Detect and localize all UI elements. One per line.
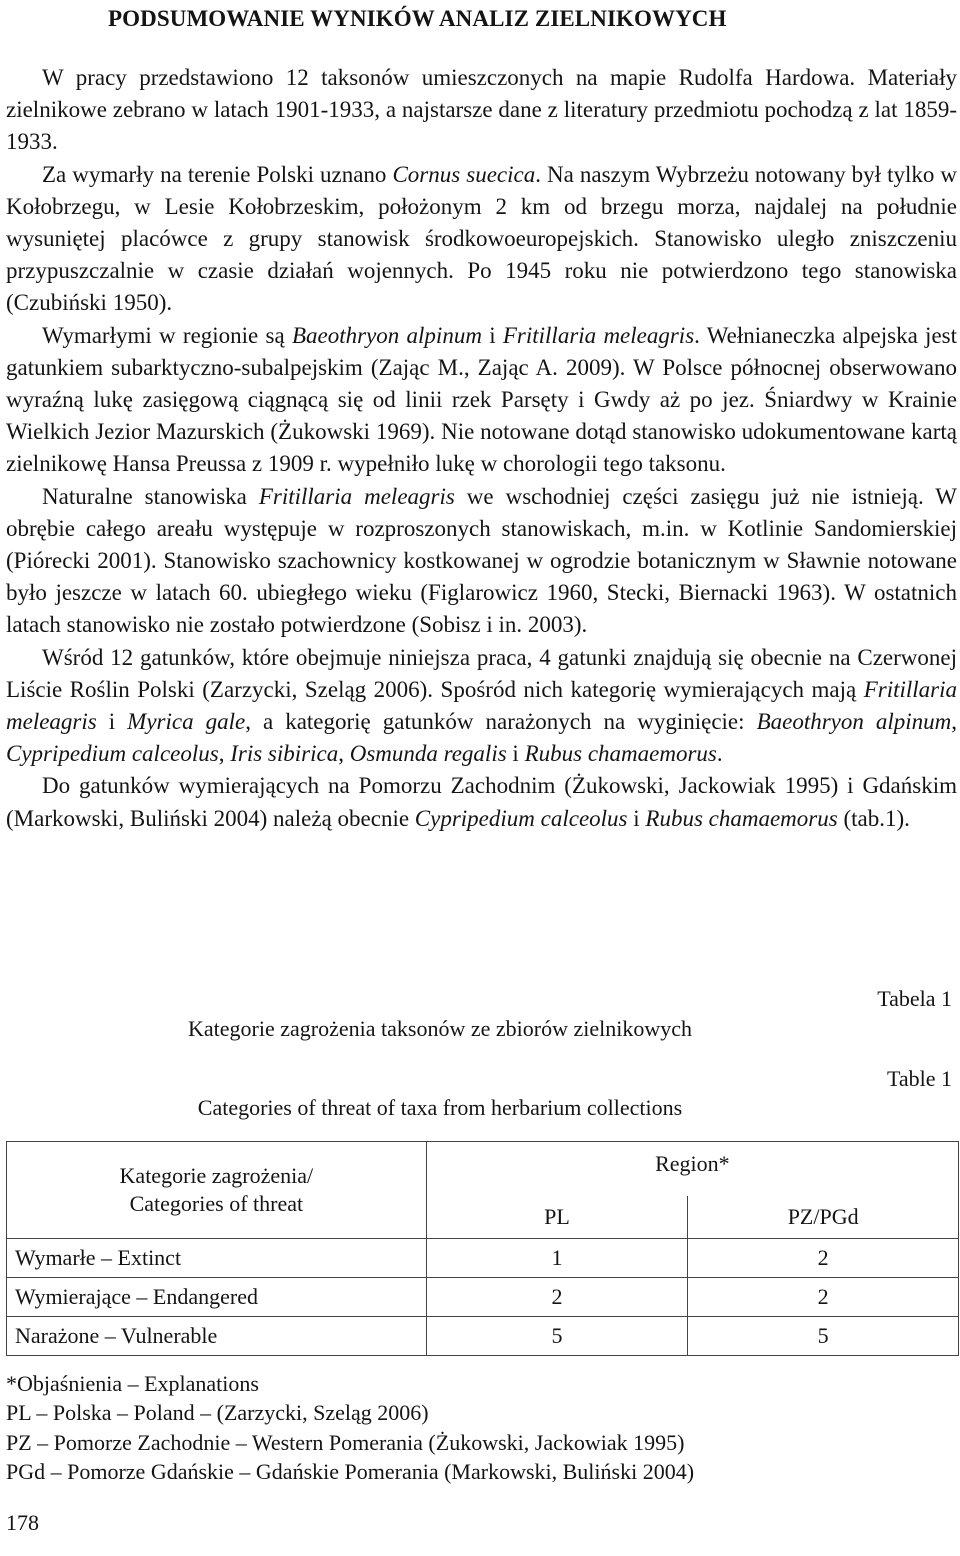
text-run: . [716, 741, 723, 767]
row-pl-value: 2 [426, 1278, 688, 1317]
header-pz-pgd: PZ/PGd [688, 1196, 959, 1239]
species-name: Rubus chamaemorus [524, 741, 717, 767]
text-run: Do gatunków wymierających na Pomorzu Zachodnim (Żukowski, Jackowiak 1995) i Gdańskim (Markowski, Buliński 2004) należą obecnie [6, 773, 957, 831]
table-title-pl: Kategorie zagrożenia taksonów ze zbiorów zielnikowych [188, 1016, 692, 1041]
row-category: Wymierające – Endangered [7, 1278, 427, 1317]
note-line: PZ – Pomorze Zachodnie – Western Pomerania (Żukowski, Jackowiak 1995) [6, 1429, 685, 1455]
text-run: i [96, 709, 128, 735]
text-run: we wschodniej części zasięgu już nie istnieją. W obrębie całego areału występuje w rozproszonych stanowiskach, m.in. w Kotlinie Sandomierskiej (Piórecki 2001). Stanowisko szachownicy kostkowanej w ogrodzie botanicznym w Sławnie notowane było jeszcze w latach 60. ubiegłego wieku (Figlarowicz 1960, Stecki, Biernacki 1963). W ostatnich latach stanowisko nie zostało potwierdzone (Sobisz i in. 2003). [6, 483, 958, 638]
species-name: Osmunda regalis [349, 741, 507, 767]
species-name: Fritillaria meleagris [6, 676, 957, 735]
paragraph-6 [6, 770, 957, 834]
paragraph-3 [6, 320, 957, 481]
table-label-en: Table 1 [886, 1066, 952, 1091]
row-pl-value: 1 [426, 1239, 688, 1278]
text-run: i [506, 741, 525, 767]
threat-categories-table [6, 1141, 959, 1356]
section-heading: PODSUMOWANIE WYNIKÓW ANALIZ ZIELNIKOWYCH [108, 6, 727, 31]
header-category-line2: Categories of threat [129, 1191, 304, 1216]
row-category: Wymarłe – Extinct [7, 1239, 427, 1278]
text-run: i [481, 322, 503, 348]
header-region: Region* [426, 1142, 958, 1197]
text-run: (tab.1). [837, 805, 910, 831]
header-category [7, 1142, 427, 1239]
row-pz-value: 2 [688, 1278, 959, 1317]
text-run: , [338, 741, 350, 767]
text-run: Wymarłymi w regionie są [42, 322, 292, 348]
text-run: Wśród 12 gatunków, które obejmuje niniejsza praca, 4 gatunki znajdują się obecnie na Czerwonej Liście Roślin Polski (Zarzycki, Szeląg 2006). Spośród nich kategorię wymierających mają [6, 644, 957, 702]
text-run: , [218, 741, 231, 767]
paragraph-1-text: W pracy przedstawiono 12 taksonów umieszczonych na mapie Rudolfa Hardowa. Materiały zielnikowe zebrano w latach 1901-1933, a najstarsze dane z literatury przedmiotu pochodzą z lat 1859-1933. [6, 65, 957, 155]
species-name: Iris sibirica [230, 741, 339, 767]
table-title-en: Categories of threat of taxa from herbarium collections [197, 1095, 683, 1120]
species-name: Cypripedium calceolus [6, 741, 219, 767]
species-name: Baeothryon alpinum [291, 322, 482, 348]
header-category-line1: Kategorie zagrożenia/ [119, 1163, 314, 1188]
text-run: , [951, 709, 958, 735]
row-pz-value: 5 [688, 1317, 959, 1356]
page-number: 178 [6, 1510, 39, 1535]
note-line: PL – Polska – Poland – (Zarzycki, Szeląg 2006) [6, 1400, 429, 1426]
table-header-row [7, 1142, 959, 1197]
text-run: Za wymarły na terenie Polski uznano [42, 161, 393, 187]
table-row [7, 1278, 959, 1317]
row-pl-value: 5 [426, 1317, 688, 1356]
species-name: Rubus chamaemorus [645, 805, 838, 831]
paragraph-5 [6, 642, 957, 771]
row-pz-value: 2 [688, 1239, 959, 1278]
species-name: Myrica gale [127, 709, 246, 735]
species-name: Cornus suecica [392, 161, 536, 187]
table-notes [6, 1369, 694, 1486]
row-category: Narażone – Vulnerable [7, 1317, 427, 1356]
header-pl: PL [426, 1196, 688, 1239]
species-name: Baeothryon alpinum [756, 709, 952, 735]
body-text [6, 62, 957, 835]
species-name: Cypripedium calceolus [414, 805, 628, 831]
text-run: . Na naszym Wybrzeżu notowany był tylko w Kołobrzegu, w Lesie Kołobrzeskim, położonym 2 km od brzegu morza, najdalej na południe wysuniętej placówce z grupy stanowisk środkowoeuropejskich. Stanowisko uległo zniszczeniu przypuszczalnie w czasie działań wojennych. Po 1945 roku nie potwierdzono tego stanowiska (Czubiński 1950). [6, 161, 957, 316]
table-label-pl: Tabela 1 [877, 986, 952, 1011]
text-run: i [627, 805, 646, 831]
text-run: . Wełnianeczka alpejska jest gatunkiem subarktyczno-subalpejskim (Zając M., Zając A. 2009). W Polsce północnej obserwowano wyraźną lukę zasięgową ciągnącą się od linii rzek Parsęty i Gwdy aż po jez. Śniardwy w Krainie Wielkich Jezior Mazurskich (Żukowski 1969). Nie notowane dotąd stanowisko udokumentowane kartą zielnikowę Hansa Preussa z 1909 r. wypełniło lukę w chorologii tego taksonu. [6, 322, 957, 477]
text-run: , a kategorię gatunków narażonych na wyginięcie: [245, 709, 757, 735]
note-line: *Objaśnienia – Explanations [6, 1371, 259, 1396]
text-run: Naturalne stanowiska [42, 483, 259, 509]
paragraph-2 [6, 159, 957, 320]
paragraph-1 [6, 62, 957, 159]
table-row [7, 1317, 959, 1356]
species-name: Fritillaria meleagris [258, 483, 455, 509]
paragraph-4 [6, 481, 957, 642]
species-name: Fritillaria meleagris [502, 322, 695, 348]
table-row [7, 1239, 959, 1278]
note-line: PGd – Pomorze Gdańskie – Gdańskie Pomerania (Markowski, Buliński 2004) [6, 1458, 695, 1484]
